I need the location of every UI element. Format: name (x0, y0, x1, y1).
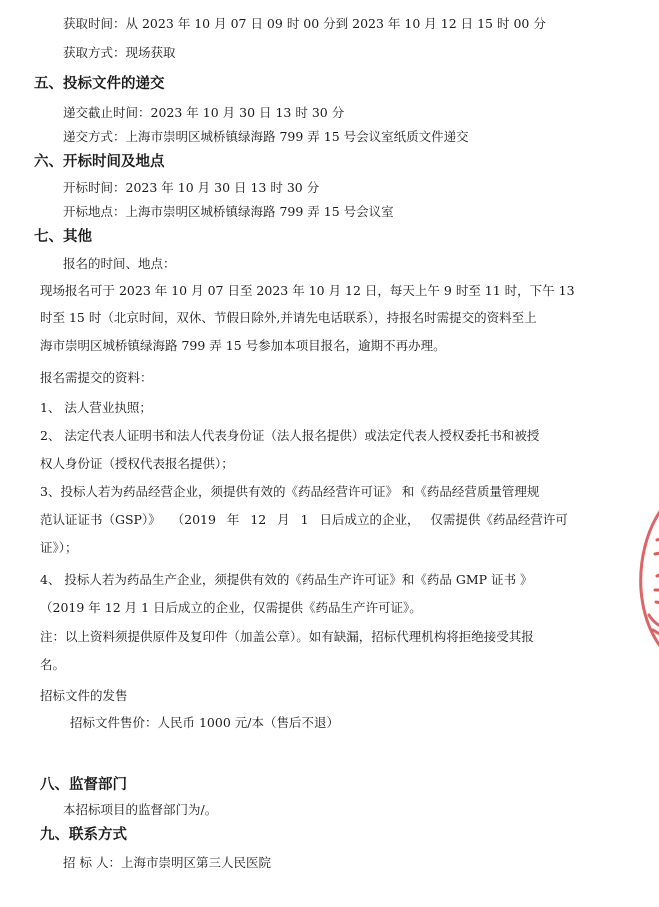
item3-part: （2019 (171, 512, 216, 527)
sale-price: 招标文件售价：人民币 1000 元/本（售后不退） (70, 715, 339, 730)
material-item-1: 1、 法人营业执照； (40, 400, 152, 415)
material-item-3-line-3: 证》）； (40, 540, 78, 555)
material-item-4-line-2: （2019 年 12 月 1 日后成立的企业，仅需提供《药品生产许可证》。 (40, 600, 422, 615)
opening-time: 开标时间：2023 年 10 月 30 日 13 时 30 分 (63, 180, 320, 195)
material-item-3-line-1: 3、投标人若为药品经营企业，须提供有效的《药品经营许可证》 和《药品经营质量管理规 (40, 484, 540, 499)
obtain-method: 获取方式：现场获取 (63, 45, 176, 60)
item3-part: 仅需提供《药品经营许可 (430, 512, 568, 527)
registration-line-2: 时至 15 时（北京时间，双休、节假日除外,并请先电话联系），持报名时需提交的资料至上 (40, 310, 537, 325)
item3-part: 年 (226, 512, 240, 527)
note-line-2: 名。 (40, 657, 66, 672)
material-item-2-line-2: 权人身份证（授权代表报名提供）； (40, 456, 234, 471)
item3-part: 范认证证书（GSP）》 (40, 512, 161, 527)
registration-line-1: 现场报名可于 2023 年 10 月 07 日至 2023 年 10 月 12 日，每天上午 9 时至 11 时，下午 13 (40, 283, 575, 298)
opening-place: 开标地点：上海市崇明区城桥镇绿海路 799 弄 15 号会议室 (63, 204, 394, 219)
registration-title: 报名的时间、地点： (63, 256, 176, 271)
item3-part: 1 (300, 512, 309, 527)
red-seal-stamp (599, 490, 659, 660)
item3-part: 月 (277, 512, 290, 527)
material-item-3-line-2 (40, 512, 568, 528)
submit-deadline: 递交截止时间：2023 年 10 月 30 日 13 时 30 分 (63, 105, 345, 120)
supervision-text: 本招标项目的监督部门为/。 (63, 802, 218, 817)
section8-heading: 八、监督部门 (40, 777, 127, 793)
section5-heading: 五、投标文件的递交 (34, 76, 165, 92)
tenderer-line: 招 标 人：上海市崇明区第三人民医院 (63, 855, 271, 870)
material-item-2-line-1: 2、 法定代表人证明书和法人代表身份证（法人报名提供）或法定代表人授权委托书和被授 (40, 428, 540, 443)
section6-heading: 六、开标时间及地点 (34, 154, 165, 170)
submit-method: 递交方式：上海市崇明区城桥镇绿海路 799 弄 15 号会议室纸质文件递交 (63, 129, 469, 144)
materials-title: 报名需提交的资料： (40, 370, 153, 385)
obtain-time: 获取时间：从 2023 年 10 月 07 日 09 时 00 分到 2023 年 10 月 12 日 15 时 00 分 (63, 16, 546, 31)
item3-part: 日后成立的企业， (319, 512, 420, 527)
note-line-1: 注：以上资料须提供原件及复印件（加盖公章）。如有缺漏，招标代理机构将拒绝接受其报 (40, 629, 534, 644)
material-item-4-line-1: 4、 投标人若为药品生产企业，须提供有效的《药品生产许可证》和《药品 GMP 证书 》 (40, 572, 533, 587)
registration-line-3: 海市崇明区城桥镇绿海路 799 弄 15 号参加本项目报名，逾期不再办理。 (40, 338, 446, 353)
sale-title: 招标文件的发售 (40, 688, 128, 703)
item3-part: 12 (250, 512, 267, 527)
section7-heading: 七、其他 (34, 229, 92, 245)
section9-heading: 九、联系方式 (40, 827, 127, 843)
